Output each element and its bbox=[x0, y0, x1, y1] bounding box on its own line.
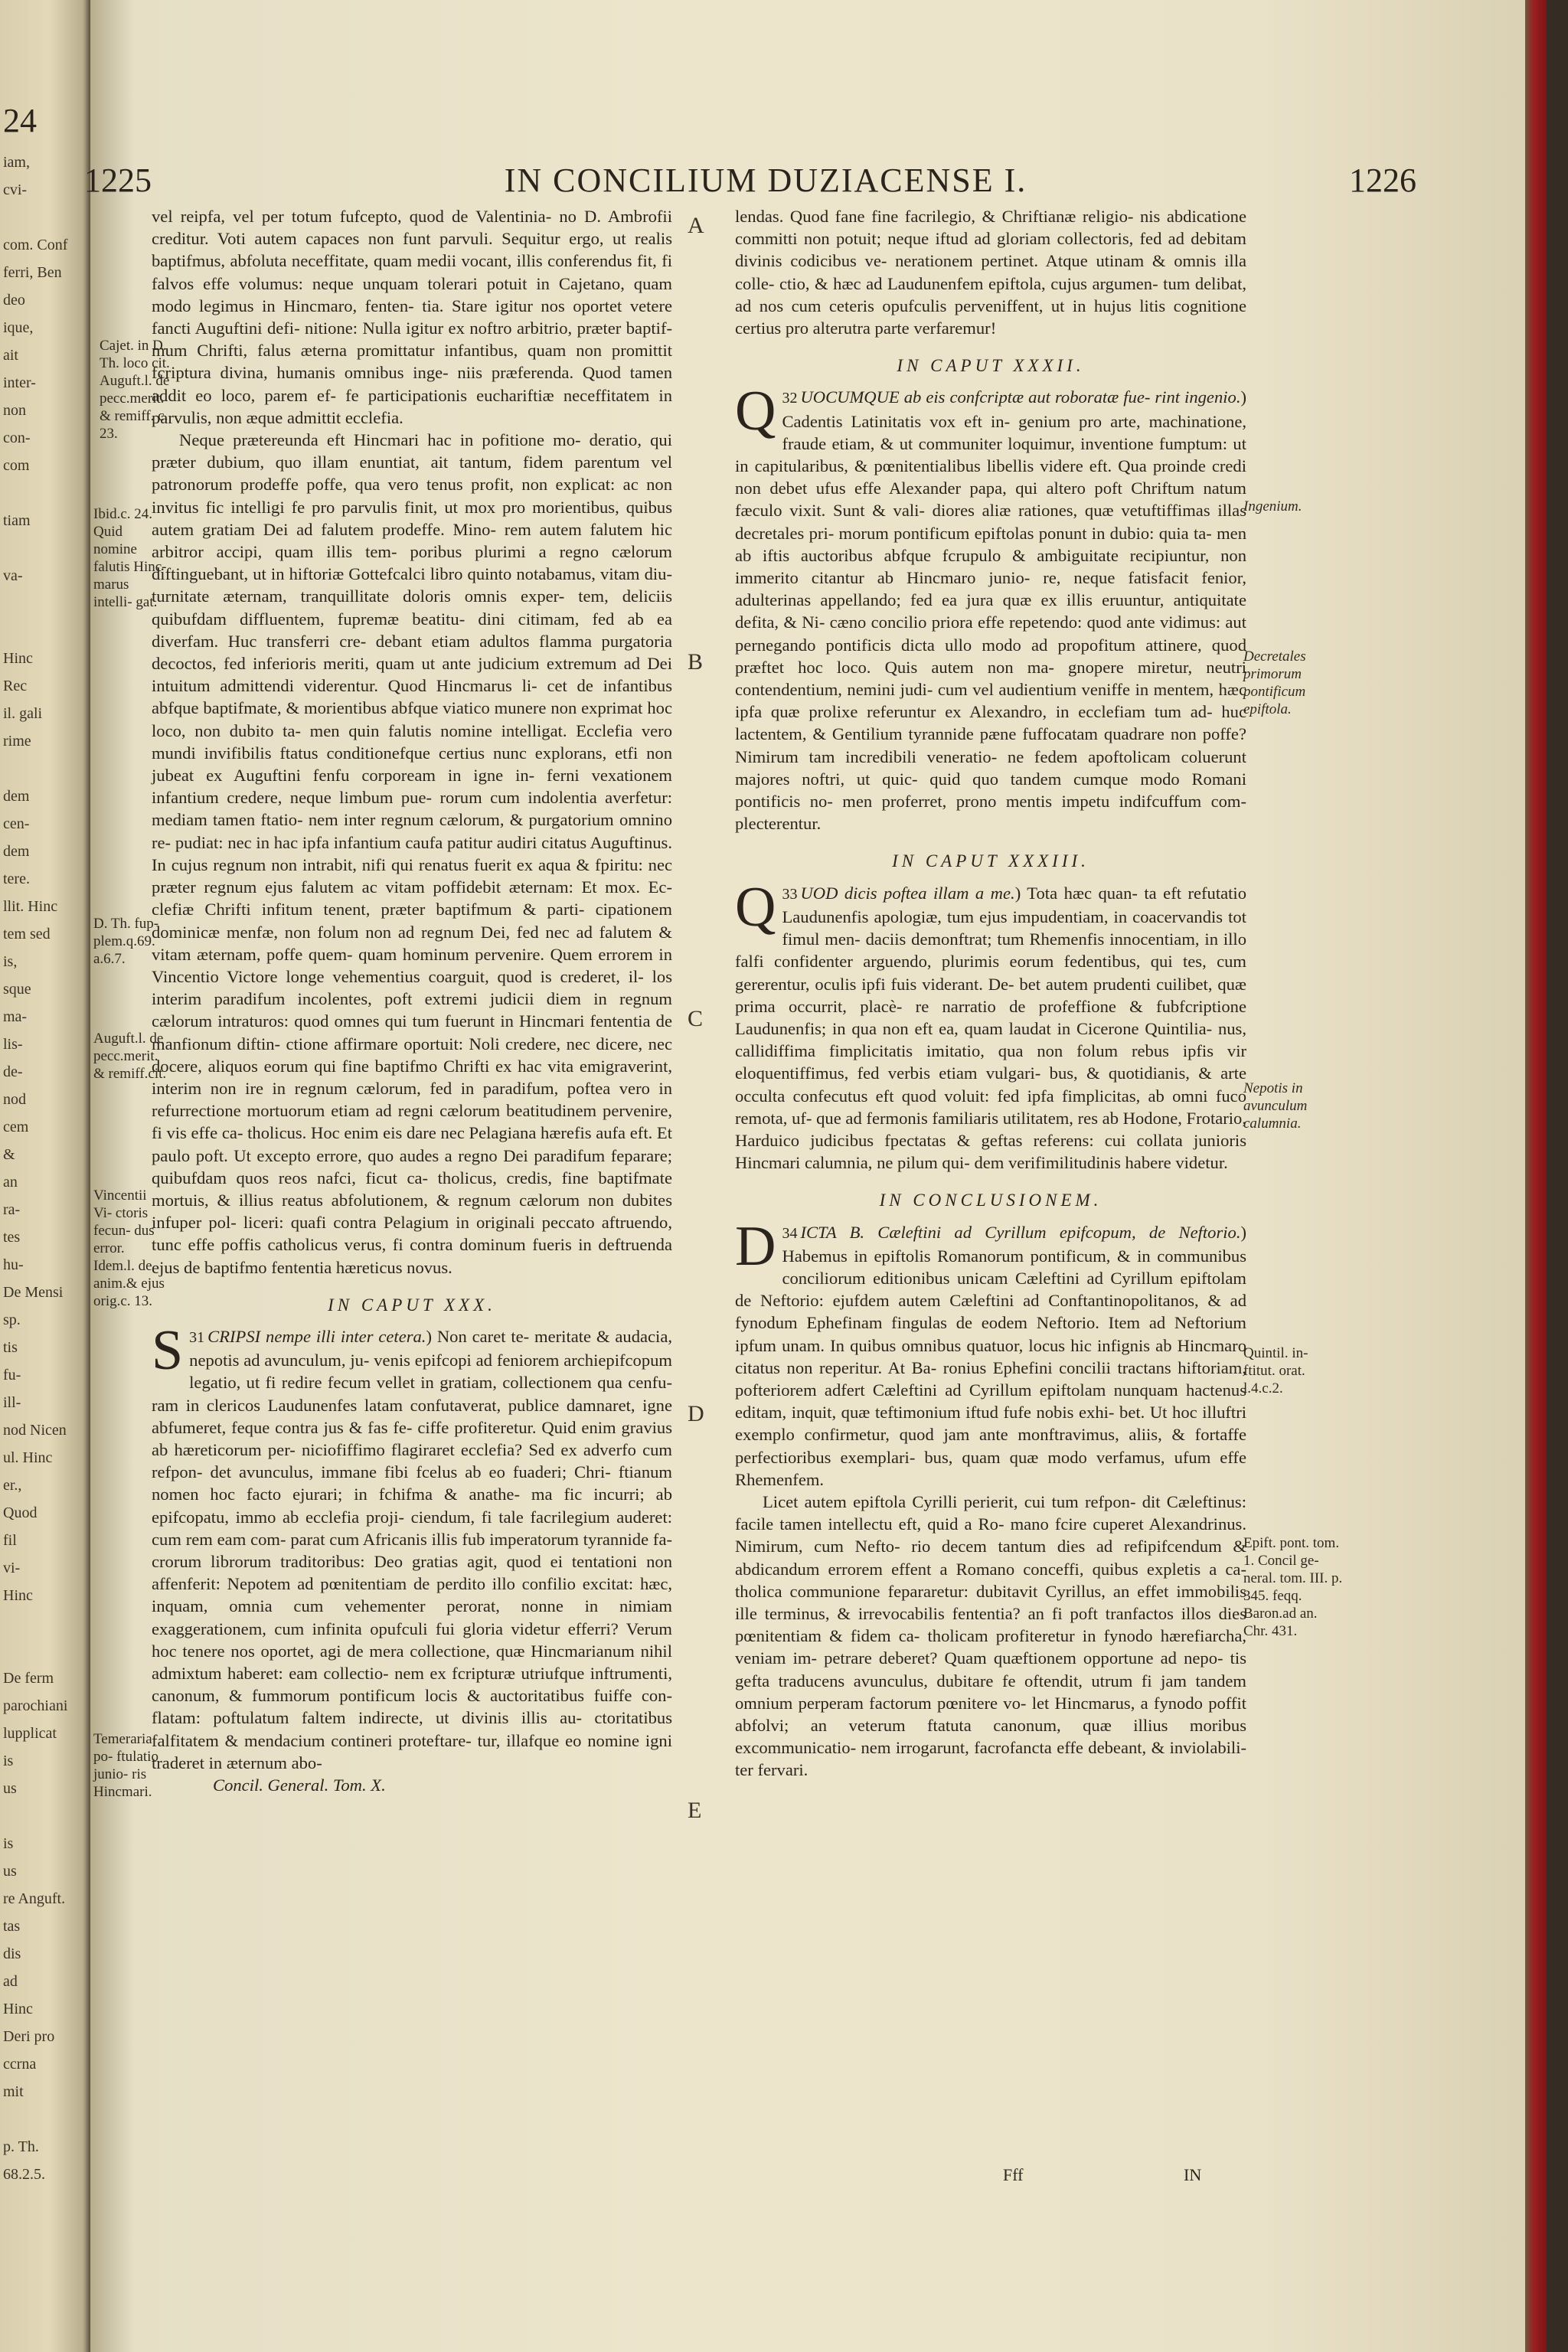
section-31-dropcap: S bbox=[152, 1318, 184, 1382]
previous-page-fragment: re Anguft. bbox=[3, 1890, 66, 1907]
previous-page-fragment: De ferm bbox=[3, 1670, 54, 1687]
previous-page-fragment: Deri pro bbox=[3, 2028, 55, 2045]
running-header bbox=[84, 161, 1447, 207]
section-34-text: ) Habemus in epiftolis Romanorum pontificum, & in communibus conciliorum editionibus unicam Cæleftini ad Cyrillum epiftolam de Neftorio: ejufdem autem Cæleftini ad Conftantinopolitanos, & ad fynodum Ephefinam fingulas de eodem Neftorio. Item ad Neftorium ipfum unam. In quibus omnibus quatuor, locus hic infignis ab Hincmaro citatus non reperitur. At Ba- ronius Ephefini concilii tractans hiftoriam, pofteriorem adfert Cæleftini ad Cyrillum epiftolam nunquam hactenus editam, inquit, quæ teftimonium iftud fufe nobis exhi- bet. Ut hoc illuftri exemplo confirmetur, quod jam ante monftravimus, aliis, & fortaffe perfectioribus exemplari- bus, quam quæ modo verfamus, ufum effe Rhemenfem. bbox=[735, 1222, 1246, 1489]
previous-page-fragment: llit. Hinc bbox=[3, 898, 58, 915]
previous-page-fragment: ma- bbox=[3, 1008, 28, 1025]
margin-letter-e: E bbox=[688, 1798, 702, 1823]
margin-note-right-3: Nepotis in avunculum calumnia. bbox=[1243, 1080, 1308, 1132]
previous-page-fragment: p. Th. bbox=[3, 2138, 39, 2155]
previous-page-fragment: ul. Hinc bbox=[3, 1449, 53, 1466]
margin-note-right-1: Ingenium. bbox=[1243, 498, 1302, 514]
previous-page-fragment: an bbox=[3, 1174, 18, 1191]
section-31-text: ) Non caret te- meritate & audacia, nepotis ad avunculum, ju- venis epifcopi ad feniorem archiepifcopum legatio, ut fi redire fecum vellet in gratiam, collectionem qua cenfu- ram in clericos Laudunenfes latam confutaverat, publice damnaret, igne abfumeret, feque contra jus & fas fe- ciffe profiteretur. Quid enim gravius ab hæreticorum per- niciofiffimo flagiraret ecclefia? Sed ex adverfo cum refpon- det avunculus, immane fibi fcelus ab eo fuaderi; Chri- ftianum nomen hoc facto ejurari; in fchifma & anathe- ma fic incurri; ab epifcopatu, immo ab ecclefia proji- ciendum, fi tale facrilegium auderet: cum rem eam com- parat cum Africanis illis fub imperatorum tyrannide fa- crorum librorum traditoribus: Deo gratias agit, quod ei tentationi non affenferit: Nepotem ad pœnitentiam de perdito illo confilio excitat: hæc, inquam, omnia cum vehementer perorat, nonne in nimiam exaggerationem, cum infinita opufculi fui gloria videtur efferri? Verum hoc tenere nos oportet, agi de mera collectione, quæ Hincmarianum nihil admixtum haberet: eam collectio- nem ex fcripturæ utriufque inftrumenti, canonum, & fummorum pontificum locis & auctoritatibus fuiffe con- flatam: poftulatum faltem indirecte, ut divinis illis au- ctoritatibus falfitatem & mendacium contineri proteftare- tur, illafque eo nomine igni traderet in æternum abo- bbox=[152, 1326, 672, 1772]
previous-page-fragment: Hinc bbox=[3, 650, 33, 667]
section-34-paragraph bbox=[735, 1214, 1246, 1491]
margin-note-left-6: Temeraria po- ftulatio junio- ris Hincmari. bbox=[93, 1731, 158, 1800]
section-32-text: ) Cadentis Latinitatis vox eft in- genium pro arte, machinatione, fraude etiam, & ut communiter loquimur, inventione fumptum: ut in capitularibus, & pœnitentialibus libellis videre eft. Qua proinde credi non debet ufus effe Alexander papa, qui altero poft Chriftum natum fæculo vixit. Sunt & vali- diores aliæ rationes, quæ vetuftiffimas illas decretales pri- morum pontificum epiftolas ponunt in dubio: quia ta- men ab iftis auctoribus abfque fcrupulo & ambiguitate recipiuntur, non immerito citantur ab Hincmaro junio- re, neque fatisfacit fenior, adulterinas appellando; fed ea jura quæ ex illis eruuntur, antiquitate defita, & Ni- cæno concilio priora effe repetendo: quod ante vidimus: aut pernegando pontificis dicta ullo modo ad propofitum attinere, quod præftet hoc loco. Quis autem non ma- gnopere miretur, neutri contendentium, nemini judi- cum vel audientium veniffe in mentem, hæc ipfa quæ prolixe referuntur ex Alexandro, in ecclefiam tum ad- huc lactentem, & Gentilium tyrannide pæne fuffocatam quadrare non poffe? Nimirum tam incredibili veneratio- ne fedem apoftolicam coluerunt majores noftri, ut quic- quid quo tandem cumque modo Romani pontificis no- men proferret, prono mentis impetu indifcuffum com- plecterentur. bbox=[735, 387, 1246, 834]
right-page-number: 1226 bbox=[1349, 162, 1416, 199]
previous-page-fragment: nod bbox=[3, 1091, 26, 1108]
previous-page-fragment: dis bbox=[3, 1945, 21, 1962]
previous-page-fragment: ill- bbox=[3, 1394, 21, 1411]
signature-mark: Fff bbox=[1003, 2165, 1024, 2184]
previous-page-fragment: rime bbox=[3, 733, 31, 750]
previous-page-fragment: tiam bbox=[3, 512, 31, 529]
previous-page-number: 24 bbox=[3, 102, 37, 139]
section-34-second-paragraph: Licet autem epiftola Cyrilli perierit, cui tum refpon- dit Cæleftinus: facile tamen intellectu eft, quid a Ro- mano fcire cuperet Alexandrinus. Nimirum, cum Nefto- rio decem tantum dies ad refipifcendum & abdicandum errorem effent a Romano conceffi, quibus expletis a ca- tholica communione fepararetur: dubitavit Cyrillus, an effet immobilis ille terminus, & irrevocabilis fententia? an fi poft tranfactos illos dies pœnitentiam & fidem ca- tholicam profiteretur in fynodo hærefiarcha, veniam im- petrare deberet? Quam quæftionem opportune ad nepo- tis gefta traducens avunculus, dubitare fe oftendit, utrum fi jam tandem omnium perperam factorum pœnitere vo- let Hincmarus, a fynodo poffit abfolvi; an veterum ftatuta canonum, quæ illius moribus excommunicatio- nem irrogarunt, facrofancta effe debeant, & inviolabili- ter fervari. bbox=[735, 1491, 1246, 1780]
margin-note-right-5: Epift. pont. tom. 1. Concil ge- neral. tom. III. p. 345. feqq. Baron.ad an. Chr. 431. bbox=[1243, 1535, 1343, 1639]
previous-page-fragment: lis- bbox=[3, 1036, 23, 1053]
section-heading-caput-xxxiii: IN CAPUT XXXIII. bbox=[892, 851, 1089, 871]
previous-page-fragment: non bbox=[3, 402, 26, 419]
right-lead-paragraph: lendas. Quod fane fine facrilegio, & Chriftianæ religio- nis abdicatione committi non potuit; neque iftud ad gloriam collectoris, fed ad debitam divinis codicibus ve- nerationem pertinet. Atque utinam & omnis illa colle- ctio, & hæc ad Laudunenfem epiftola, cujus argumen- tum delibat, ad nos cum ceteris opufculis perveniffent, ut in hujus litis cognitione certius pro alterutra parte verfaremur! bbox=[735, 207, 1246, 338]
previous-page-fragment: com. Conf bbox=[3, 237, 68, 253]
previous-page-fragment: sp. bbox=[3, 1312, 21, 1328]
margin-note-left-1: Cajet. in D. Th. loco cit. Auguft.l. de pecc.merit. & remiff. c. 23. bbox=[100, 338, 170, 442]
margin-note-right-2: Decretales primorum pontificum epiftola. bbox=[1243, 648, 1306, 717]
section-31-paragraph bbox=[152, 1318, 672, 1774]
previous-page-fragment: 68.2.5. bbox=[3, 2166, 45, 2183]
previous-page-fragment: dem bbox=[3, 843, 30, 860]
left-paragraph-1: vel reipfa, vel per totum fufcepto, quod de Valentinia- no D. Ambrofii creditur. Voti autem capaces non funt parvuli. Sequitur ergo, ut realis baptifmus, abfoluta neceffitate, quam medii vocant, illis conferendus fit, fi falvos effe volumus: neque unquam tolerari potuit in Cajetano, quam modo legimus in Hincmaro, fenten- tia. Stare igitur nos oportet vetere fancti Auguftini defi- nitione: Nulla igitur ex noftro arbitrio, præter baptif- mum Chrifti, falus æterna promittatur infantibus, quam non promittit fcriptura divina, humanis omnibus inge- niis præferenda. Quod tamen addit eo loco, parem ef- fe participationis euchariftiæ neceffitatem in parvulis, non æque admittit ecclefia. bbox=[152, 207, 672, 427]
previous-page-fragment: ait bbox=[3, 347, 18, 364]
previous-page-fragment: tas bbox=[3, 1918, 21, 1935]
previous-page-fragment: de- bbox=[3, 1063, 23, 1080]
previous-page-fragment: is, bbox=[3, 953, 18, 970]
previous-page-fragment: Hinc bbox=[3, 1587, 33, 1604]
section-33-dropcap: Q bbox=[735, 875, 776, 939]
left-page-number: 1225 bbox=[84, 162, 152, 199]
previous-page-fragment: il. gali bbox=[3, 705, 43, 722]
section-34-dropcap: D bbox=[735, 1214, 776, 1278]
section-heading-caput-xxx: IN CAPUT XXX. bbox=[328, 1295, 496, 1315]
section-33-paragraph bbox=[735, 875, 1246, 1174]
previous-page-fragment: vi- bbox=[3, 1560, 21, 1576]
previous-page-fragment: er., bbox=[3, 1477, 22, 1494]
previous-page-fragment: tes bbox=[3, 1229, 21, 1246]
left-paragraph-2: Neque prætereunda eft Hincmari hac in pofitione mo- deratio, qui præter dubium, quo illam enuntiat, ait tantum, fidem parentum vel patronorum prodeffe poffe, qua vero tenus profit, non explicat: ac non invitus fic intelligi fe pro parvulis finit, ut mox pro morientibus, quibus autem gratiam Dei ad falutem prodeffe. Mino- rem autem falutem hic arbitror accipi, quam illis tem- poribus plurimi a regno cælorum diftinguebant, ut in hiftoriæ Gottefcalci libro quinto notabamus, vitam diu- turnitate æternam, tranquillitate doloris omnis exper- tem, deliciis quibufdam diffluentem, fupremæ beatitu- dini citimam, fed ab ea diverfam. Huc transferri cre- debant etiam adultos flamma purgatoria decoctos, fed inferioris meriti, quam ut ante judicium extremum ad Dei intuitum admittendi viderentur. Quod Hincmarus li- cet de infantibus abfque baptifmate, & morientibus abfque viatico munere non exprimat hoc loco, non dubito ta- men quin falutis nomine intelligat. Ecclefia vero mundi invifibilis ftatus conditionefque certius nunc explorans, etfi non jubeat ex Auguftini fenfu corpoream in igne in- ferni vexationem infantium credere, neque limbum pue- rorum cum indolentia averfetur: mediam tamen ftatio- nem inter regnum cælorum, & purgatorium omnino re- pudiat: nec in hac ipfa infantium caufa patitur audiri citatus Auguftinus. In cujus regnum non intrabit, nifi qui renatus fuerit ex aqua & fpiritu: nec præter regnum ejus falutem ac vitam poffidebit æternam: Et mox. Ec- clefiæ Chrifti infitum tenent, præter baptifmum & parti- cipationem dominicæ menfæ, non folum non ad regnum Dei, fed nec ad falutem & vitam æternam, poffe quem- quam hominum pervenire. Quem errorem in Vincentio Victore longe vehementius coarguit, quod is crederet, il- los interim paradifum incolentes, poft extremi judicii diem in regnum cælorum intraturos: quod omnes qui tum fuerunt in Hincmari fententia de manfionum diftin- ctione affirmare oportuit: Noli credere, nec dicere, nec docere, aliquos eorum qui fine baptifmo Chrifti ex hac vita emigraverint, interim non ire in regnum cælorum, fed in paradifum, poftea vero in refurrectione mortuorum etiam ad regni cælorum beatitudinem pervenire, fi vis effe ca- tholicus. Hoc enim eis dare nec Pelagiana hærefis aufa eft. Et paulo poft. Ut excepto errore, quo audes a regno Dei paradifum feparare; quibufdam quos reos nafci, ficut ca- tholicus, credis, fine baptifmate mortuis, & illius reatus abfolutionem, & regnum cælorum non dubites infuper pol- liceri: quafi contra Pelagium in originali peccato aftruendo, tunc effe poffis catholicus verus, fi contra dominum fueris in deftruenda ejus de baptifmo fententia hæreticus novus. bbox=[152, 430, 672, 1277]
section-33-lead: UOD dicis poftea illam a me. bbox=[800, 883, 1015, 903]
section-31-number: 31 bbox=[189, 1328, 205, 1346]
previous-page-fragment: fu- bbox=[3, 1367, 21, 1383]
margin-note-left-4: Auguft.l. de pecc.merit. & remiff.cit. bbox=[93, 1031, 167, 1082]
previous-page-fragment: dem bbox=[3, 788, 30, 805]
previous-page-fragment: ra- bbox=[3, 1201, 21, 1218]
margin-note-left-3: D. Th. fup- plem.q.69. a.6.7. bbox=[93, 916, 159, 967]
previous-page-fragment: iam, bbox=[3, 154, 30, 171]
previous-page-fragment: is bbox=[3, 1835, 14, 1852]
margin-note-left-5: Vincentii Vi- ctoris fecun- dus error. Idem.l. de anim.& ejus orig.c. 13. bbox=[93, 1187, 165, 1309]
previous-page-fragment: ferri, Ben bbox=[3, 264, 62, 281]
previous-page-fragment: cen- bbox=[3, 815, 30, 832]
previous-page-fragment: sque bbox=[3, 981, 31, 998]
previous-page-fragment: tis bbox=[3, 1339, 18, 1356]
previous-page-fragment: Hinc bbox=[3, 2001, 33, 2017]
section-heading-caput-xxxii: IN CAPUT XXXII. bbox=[897, 356, 1085, 376]
section-32-lead: UOCUMQUE ab eis confcriptæ aut roboratæ fue- rint ingenio. bbox=[800, 387, 1241, 407]
section-32-dropcap: Q bbox=[735, 380, 776, 443]
previous-page-fragment: Rec bbox=[3, 678, 28, 694]
previous-page-fragment: tem sed bbox=[3, 926, 51, 942]
previous-page-fragment: ad bbox=[3, 1973, 18, 1990]
previous-page-fragment: De Mensi bbox=[3, 1284, 64, 1301]
previous-page-fragment: ccrna bbox=[3, 2056, 37, 2073]
previous-page-edge bbox=[0, 0, 90, 2352]
previous-page-fragment: con- bbox=[3, 430, 31, 446]
margin-note-left-2: Ibid.c. 24. Quid nomine falutis Hinc- marus intelli- gat. bbox=[93, 506, 167, 610]
margin-letter-d: D bbox=[688, 1401, 704, 1426]
previous-page-fragment: us bbox=[3, 1780, 17, 1797]
previous-page-fragment: lupplicat bbox=[3, 1725, 57, 1742]
previous-page-fragment: ique, bbox=[3, 319, 34, 336]
previous-page-fragment: deo bbox=[3, 292, 25, 309]
previous-page-fragment: hu- bbox=[3, 1256, 24, 1273]
section-31-lead: CRIPSI nempe illi inter cetera. bbox=[207, 1326, 426, 1346]
margin-letter-b: B bbox=[688, 649, 704, 675]
section-32-paragraph bbox=[735, 380, 1246, 835]
footer-signature: Concil. General. Tom. X. bbox=[213, 1775, 386, 1795]
previous-page-fragment: cvi- bbox=[3, 181, 28, 198]
previous-page-fragment: is bbox=[3, 1753, 14, 1769]
previous-page-fragment: tere. bbox=[3, 871, 30, 887]
section-34-number: 34 bbox=[782, 1224, 798, 1242]
section-33-number: 33 bbox=[782, 885, 798, 903]
previous-page-fragment: va- bbox=[3, 567, 23, 584]
previous-page-fragment: mit bbox=[3, 2083, 24, 2100]
previous-page-fragment: fil bbox=[3, 1532, 17, 1549]
previous-page-fragment: & bbox=[3, 1146, 15, 1163]
previous-page-fragment: nod Nicen bbox=[3, 1422, 67, 1439]
margin-letter-c: C bbox=[688, 1006, 704, 1031]
section-34-lead: ICTA B. Cæleftini ad Cyrillum epifcopum, de Neftorio. bbox=[800, 1222, 1241, 1242]
margin-note-right-4: Quintil. in- ftitut. orat. l.4.c.2. bbox=[1243, 1345, 1308, 1396]
previous-page-fragment: com bbox=[3, 457, 30, 474]
previous-page-fragment: Quod bbox=[3, 1504, 38, 1521]
previous-page-fragment: inter- bbox=[3, 374, 36, 391]
catchword: IN bbox=[1184, 2165, 1202, 2184]
section-33-text: ) Tota hæc quan- ta eft refutatio Laudunenfis apologiæ, tum ejus impudentiam, in coacervandis tot fimul men- daciis demonftrat; tum Rhemenfis innocentiam, in illo falfi confidenter arguendo, plurimis eorum fedentibus, qui tes, cum gererentur, oculis ipfi fuis viderant. De- bet autem prudenti cuilibet, quæ prima occurrit, placè- re narratio de profeffione & fubfcriptione Laudunenfis; in qua non eft ea, quam laudat in Cicerone Quintilia- nus, callidiffima fimplicitatis imitatio, qua non folum rebus ipfis vir eloquentiffimus, fed verbis etiam vulgari- bus, & quotidianis, & arte occulta confecutus eft quod voluit: fed ipfa fimplicitas, ab omni fuco remota, uf- que ad fermonis familiaris utilitatem, res ab Hodone, Frotario, Harduico judicibus fpectatas & geftas referens: cui collata junioris Hincmari calumnia, ne pilum qui- dem verifimilitudinis habere videtur. bbox=[735, 883, 1246, 1173]
previous-page-fragment: parochiani bbox=[3, 1697, 68, 1714]
left-text-column bbox=[152, 205, 672, 1796]
previous-page-fragment: cem bbox=[3, 1119, 29, 1135]
right-text-column bbox=[735, 205, 1246, 1782]
previous-page-fragment: us bbox=[3, 1863, 17, 1880]
book-cover-edge bbox=[1525, 0, 1547, 2352]
section-32-number: 32 bbox=[782, 390, 798, 407]
running-title: IN CONCILIUM DUZIACENSE I. bbox=[504, 162, 1027, 199]
section-heading-conclusionem: IN CONCLUSIONEM. bbox=[879, 1191, 1102, 1210]
margin-letter-a: A bbox=[688, 213, 704, 238]
